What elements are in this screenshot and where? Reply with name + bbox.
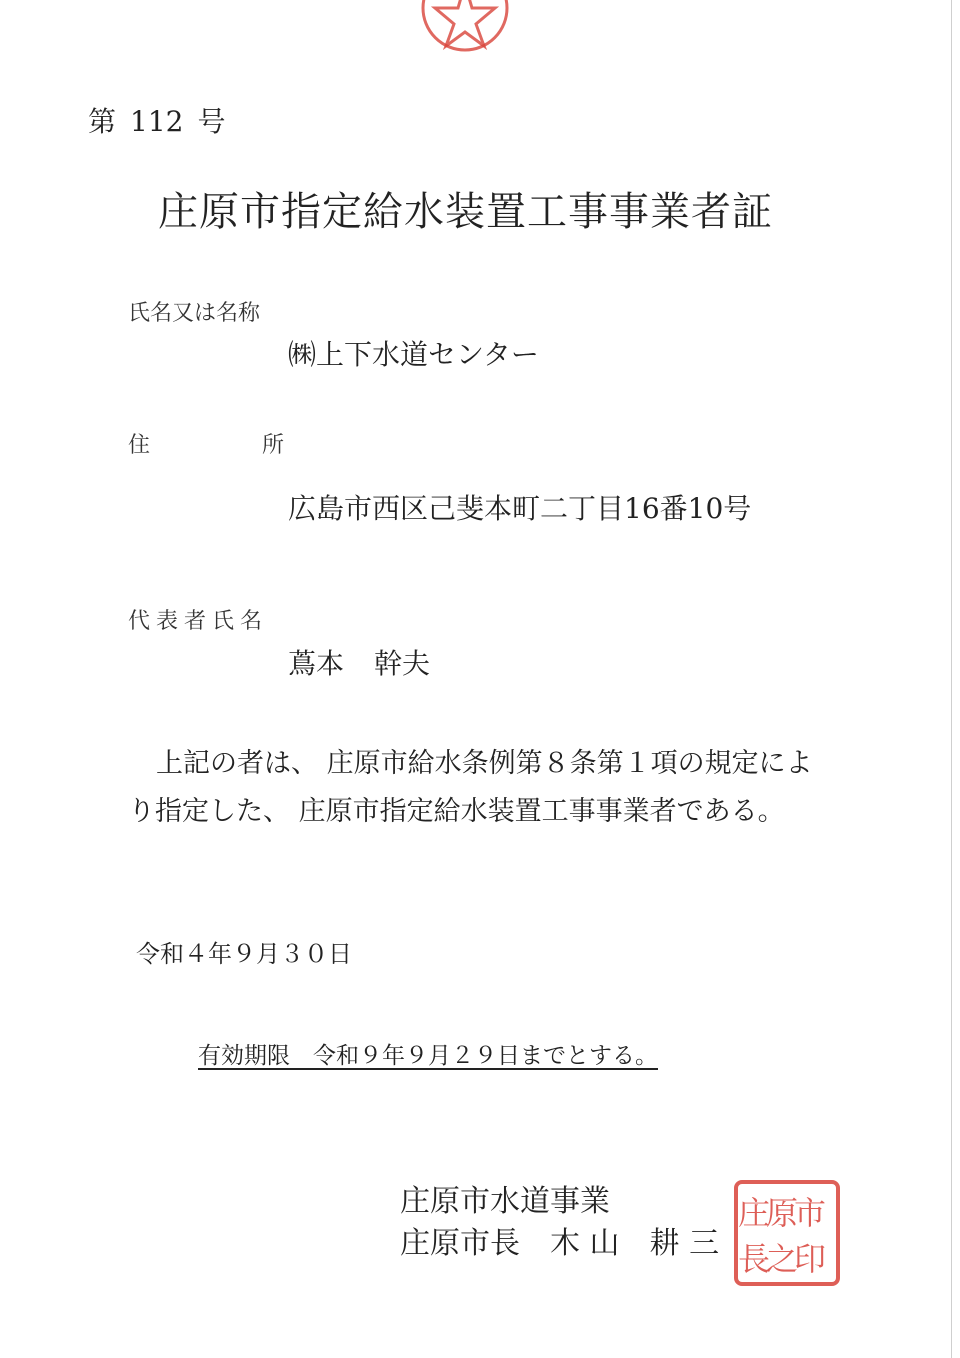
name-value: ㈱上下水道センター (288, 338, 539, 371)
designation-statement: 上記の者は、 庄原市給水条例第８条第１項の規定により指定した、 庄原市指定給水装置工事事業者である。 (128, 748, 813, 827)
issuer-family-name: 木 山 (550, 1226, 620, 1261)
certificate-number-prefix: 第 (88, 105, 117, 138)
svg-text:之: 之 (765, 1240, 799, 1278)
svg-text:印: 印 (793, 1240, 827, 1278)
issuer-signature-line (400, 1218, 719, 1262)
page-edge-line (951, 0, 952, 1358)
issue-date: 令和４年９月３０日 (136, 940, 352, 968)
validity-period: 有効期限 令和９年９月２９日までとする。 (198, 1043, 658, 1069)
city-emblem-seal (410, 0, 520, 54)
representative-given-name: 幹夫 (374, 647, 431, 680)
address-label-second: 所 (262, 433, 285, 458)
issuer-given-name: 耕 三 (649, 1226, 720, 1261)
svg-text:長: 長 (737, 1240, 771, 1278)
svg-text:原: 原 (765, 1194, 799, 1232)
mayor-official-seal (732, 1178, 842, 1288)
certificate-number-value: 112 (130, 105, 184, 138)
name-label: 氏名又は名称 (128, 301, 261, 326)
representative-name (288, 642, 430, 682)
issuer-organization: 庄原市水道事業 (400, 1184, 610, 1219)
address-label-first: 住 (128, 433, 151, 458)
svg-text:庄: 庄 (737, 1194, 771, 1232)
representative-label: 代表者氏名 (128, 609, 269, 634)
certificate-title: 庄原市指定給水装置工事事業者証 (158, 189, 773, 235)
svg-text:市: 市 (793, 1194, 827, 1232)
address-value: 広島市西区己斐本町二丁目16番10号 (288, 492, 752, 525)
representative-family-name: 蔦本 (288, 647, 345, 680)
issuer-title: 庄原市長 (400, 1226, 520, 1261)
certificate-number (88, 100, 225, 140)
certificate-number-suffix: 号 (197, 105, 226, 138)
